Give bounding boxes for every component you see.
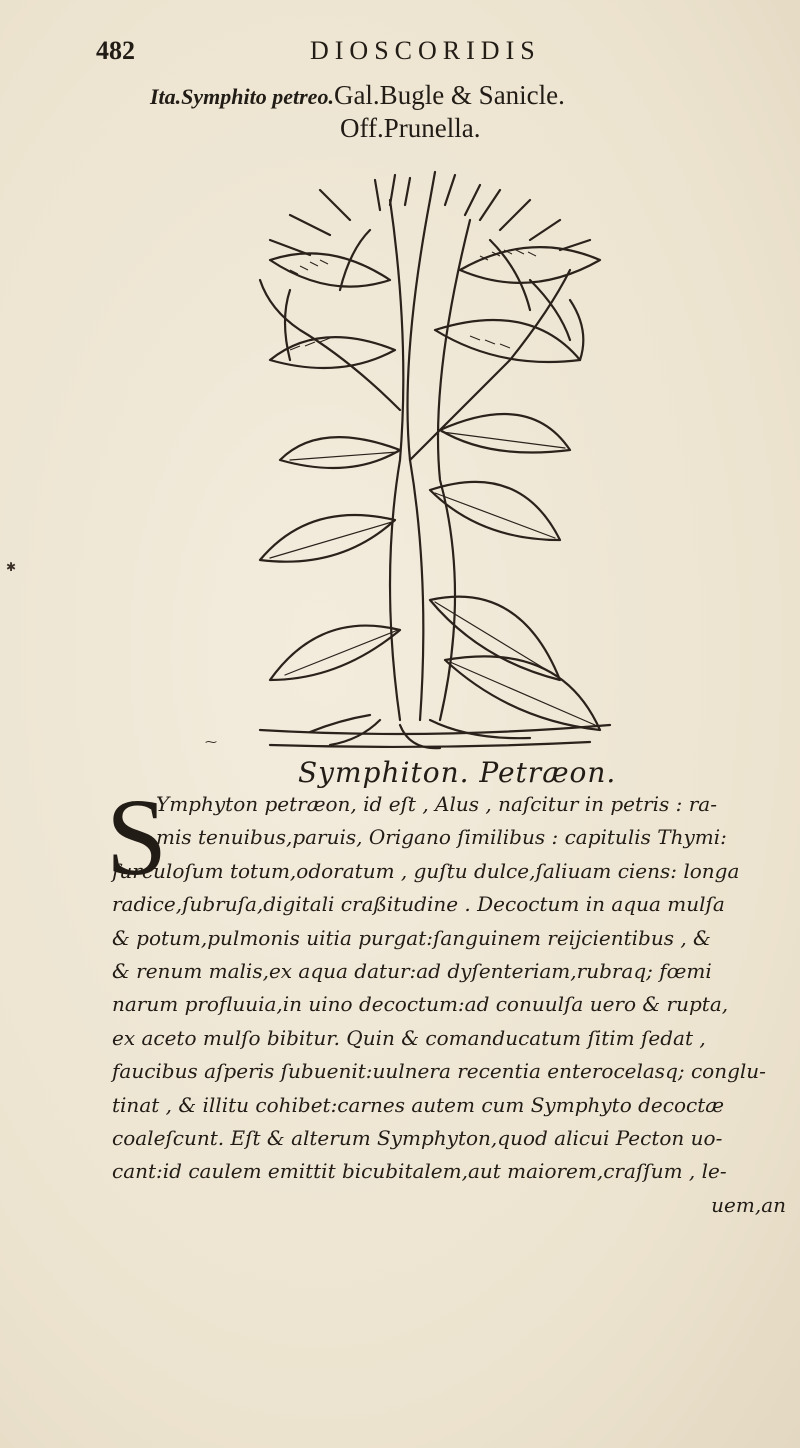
text-line: & potum,pulmonis uitia purgat:ſanguinem reijcientibus , & <box>112 925 711 950</box>
text-line: cant:id caulem emittit bicubitalem,aut maiorem,craſſum , le- <box>112 1159 727 1184</box>
page-number: 482 <box>96 36 135 65</box>
text-line: Ymphyton petræon, id eſt , Alus , naſcitur in petris : ra- <box>156 792 717 816</box>
drop-cap: S <box>106 776 168 898</box>
text-line: coaleſcunt. Eſt & alterum Symphyton,quod alicui Pecton uo- <box>112 1126 723 1151</box>
figure-caption <box>150 80 710 111</box>
text-line: tinat , & illitu cohibet:carnes autem cum Symphyto decoctæ <box>112 1092 725 1117</box>
running-head: DIOSCORIDIS <box>310 36 541 65</box>
text-line: ex aceto mulſo bibitur. Quin & comanducatum ſitim ſedat , <box>112 1025 706 1050</box>
woodcut-plant-illustration <box>230 160 630 760</box>
text-line: ſurculoſum totum,odoratum , guſtu dulce,ſaliuam ciens: longa <box>112 858 740 883</box>
caption-officinal-name: Off.Prunella. <box>340 113 481 143</box>
text-line: faucibus aſperis ſubuenit:uulnera recentia enterocelasq; conglu- <box>112 1059 766 1084</box>
ink-speck: ✱ <box>6 560 17 574</box>
caption-roman: Gal.Bugle & Sanicle. <box>333 80 565 110</box>
body-text <box>112 788 796 1222</box>
text-line: & renum malis,ex aqua datur:ad dyſenteriam,rubraq; fœmi <box>112 959 712 984</box>
text-line: narum profluuia,in uino decoctum:ad conuulſa uero & rupta, <box>112 992 729 1017</box>
ink-speck: ⁓ <box>205 735 217 749</box>
plant-title: Symphiton. Petræon. <box>298 756 617 789</box>
catchword: uem,an <box>711 1192 786 1217</box>
text-line: mis tenuibus,paruis, Origano ſimilibus : capitulis Thymi: <box>156 825 727 850</box>
text-line: radice,ſubruſa,digitali craßitudine . Decoctum in aqua mulſa <box>112 892 725 917</box>
caption-italic: Ita.Symphito petreo. <box>150 84 334 109</box>
